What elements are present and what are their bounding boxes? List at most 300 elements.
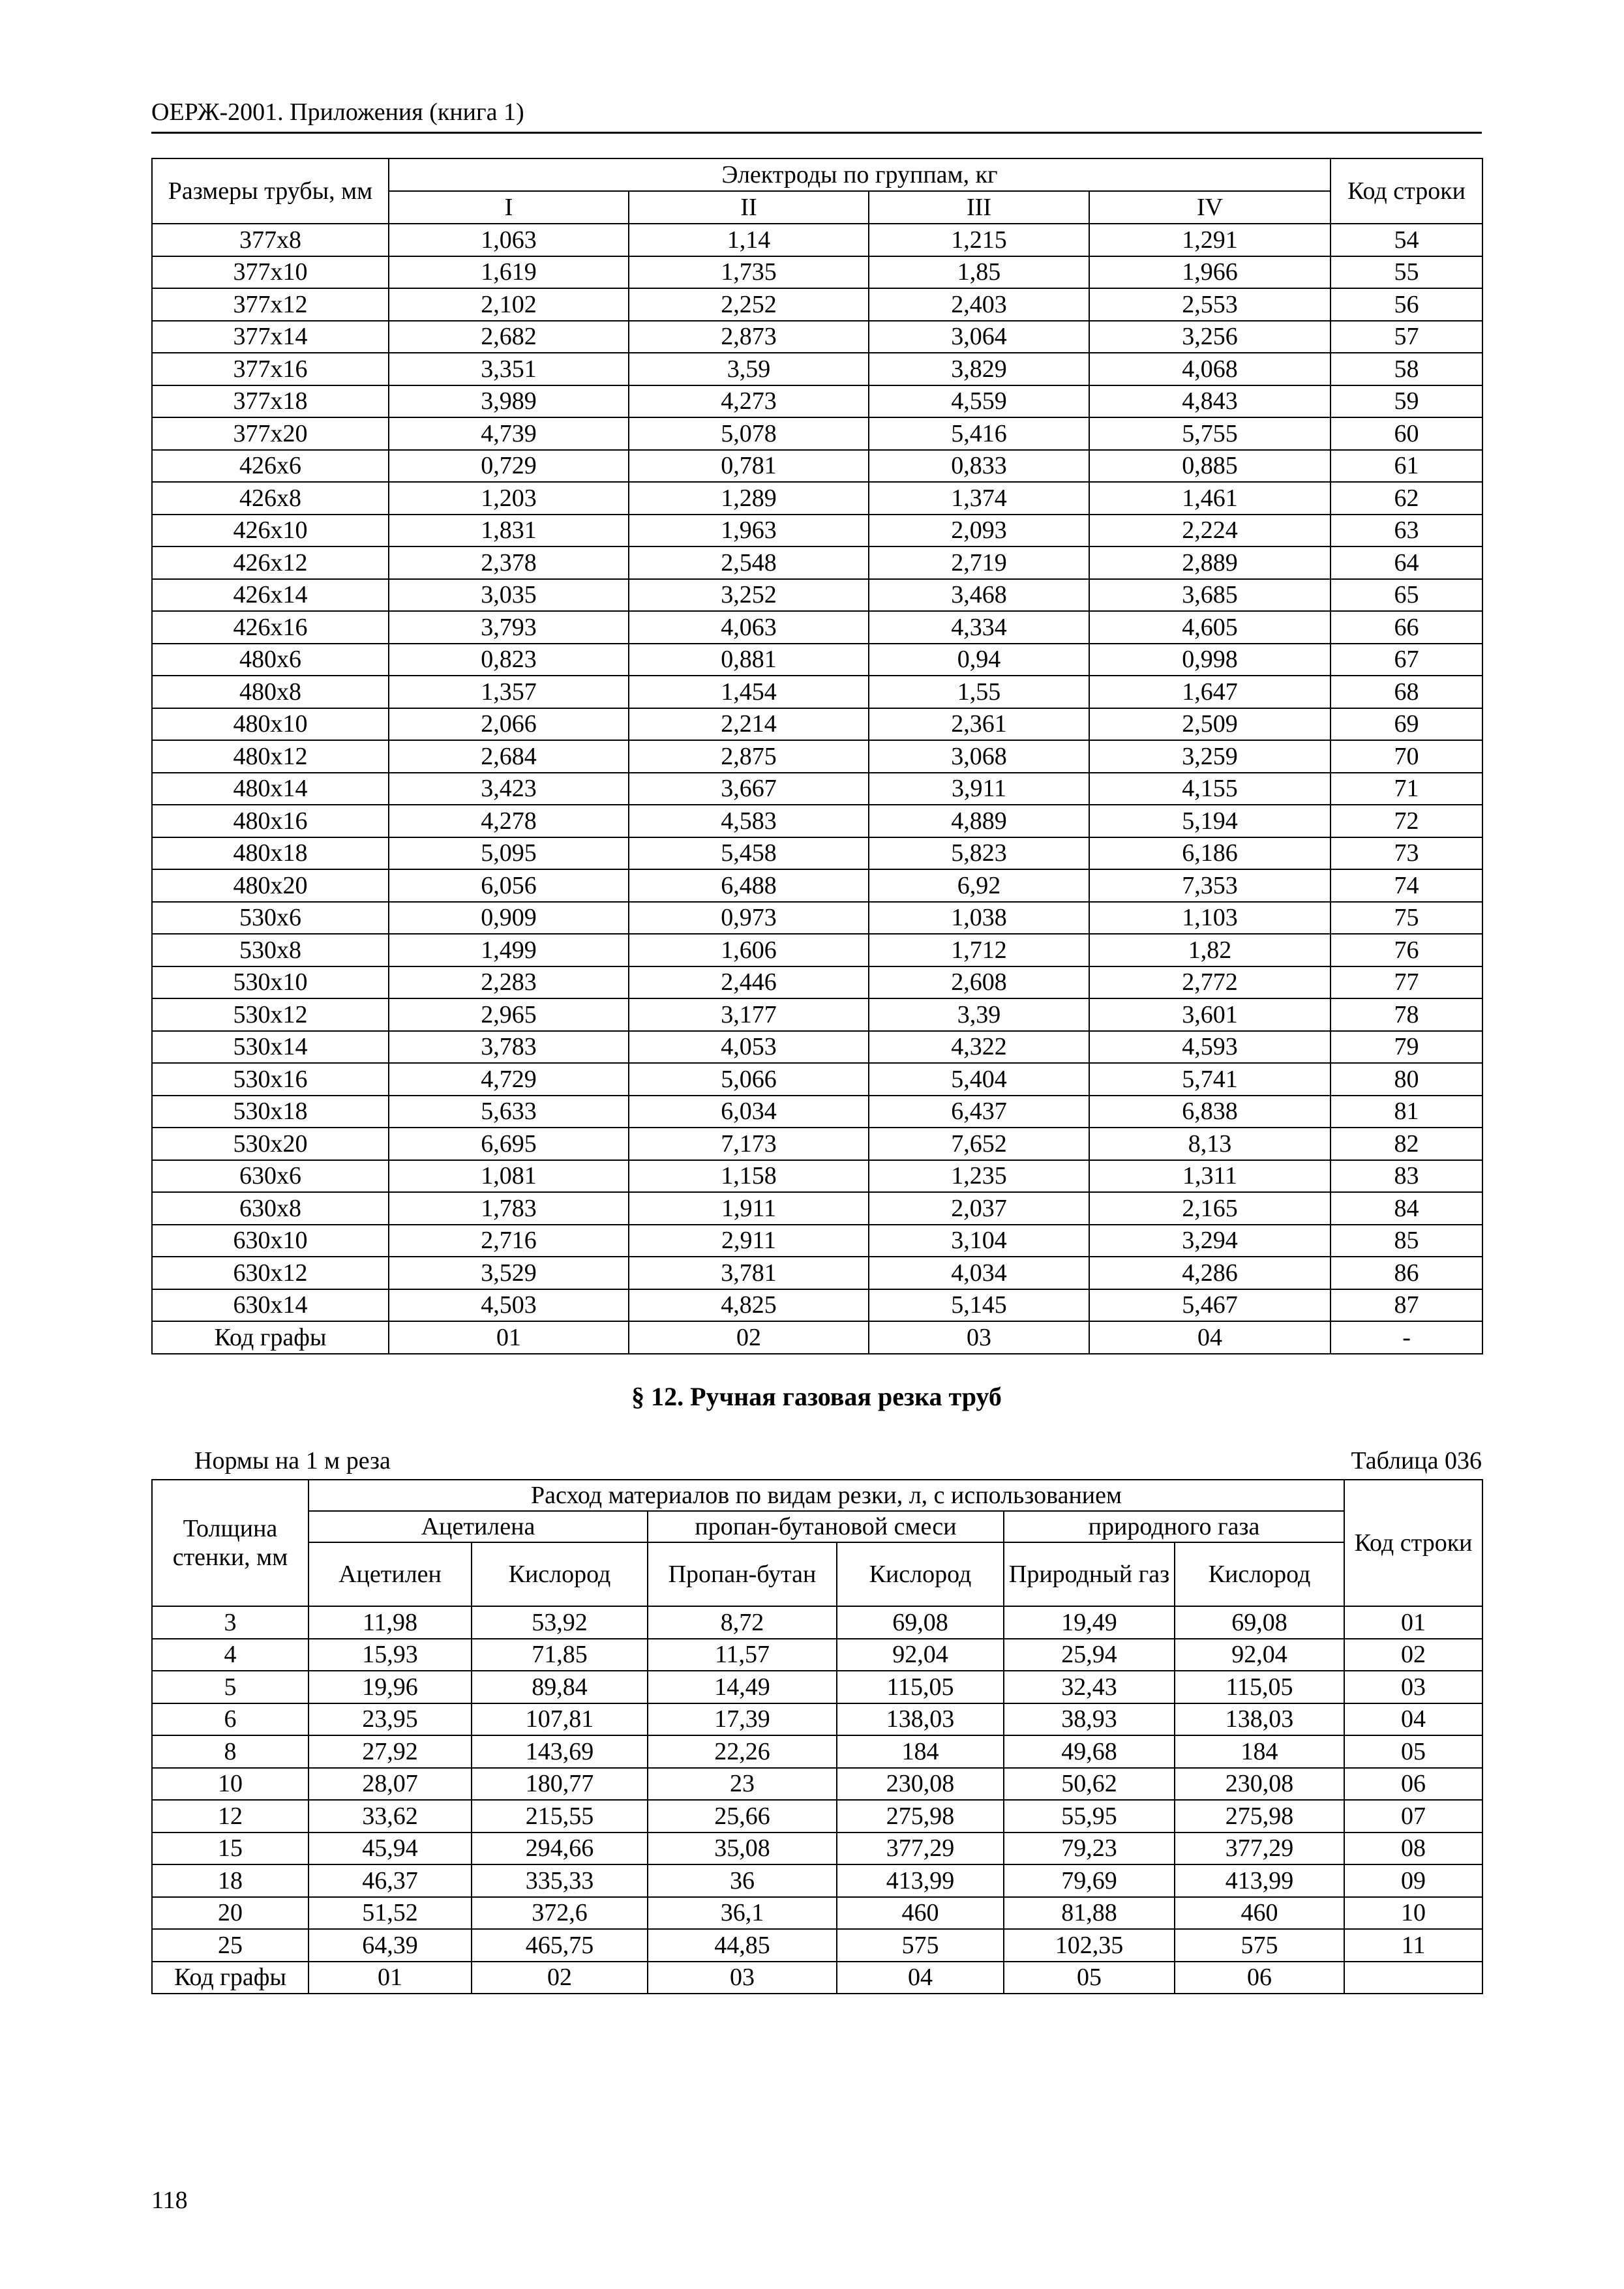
- table-row: [152, 1735, 1482, 1768]
- table-row: [152, 1225, 1482, 1257]
- table-cell: 335,33: [472, 1864, 648, 1897]
- table-cell: 20: [152, 1897, 308, 1930]
- table-cell: 08: [1344, 1833, 1482, 1865]
- table-cell: 530x10: [152, 966, 389, 999]
- table-cell: 530x6: [152, 902, 389, 935]
- table-cell: 23,95: [308, 1703, 472, 1736]
- table-cell: 5,741: [1089, 1063, 1331, 1096]
- table-cell: 107,81: [472, 1703, 648, 1736]
- table-cell: 426x14: [152, 579, 389, 612]
- table-row: [152, 256, 1482, 289]
- table-cell: 5,458: [629, 837, 869, 870]
- column-code-cell: 02: [629, 1321, 869, 1354]
- table-cell: 36: [648, 1864, 837, 1897]
- col-header-oxygen: Кислород: [837, 1542, 1004, 1606]
- table-cell: 15,93: [308, 1639, 472, 1671]
- table-cell: 57: [1331, 321, 1482, 353]
- table-cell: 2,608: [869, 966, 1089, 999]
- column-code-cell: 02: [472, 1962, 648, 1994]
- table-cell: 426x6: [152, 450, 389, 483]
- table-cell: 1,103: [1089, 902, 1331, 935]
- table-cell: 4,034: [869, 1257, 1089, 1289]
- table-cell: 11,57: [648, 1639, 837, 1671]
- table-cell: 87: [1331, 1289, 1482, 1322]
- table-row: [152, 224, 1482, 256]
- col-header-wall-thickness: Толщина стенки, мм: [152, 1480, 308, 1606]
- table-cell: 1,85: [869, 256, 1089, 289]
- table-cell: 62: [1331, 482, 1482, 515]
- table-cell: 480x10: [152, 708, 389, 741]
- table-cell: 79,69: [1004, 1864, 1175, 1897]
- table-row: [152, 966, 1482, 999]
- table-cell: 4,889: [869, 805, 1089, 837]
- col-header-row-code: Код строки: [1344, 1480, 1482, 1606]
- table-cell: 76: [1331, 934, 1482, 966]
- table-cell: 480x14: [152, 773, 389, 805]
- table-cell: 1,966: [1089, 256, 1331, 289]
- table-cell: 630x10: [152, 1225, 389, 1257]
- table-row: [152, 934, 1482, 966]
- table-cell: 5,404: [869, 1063, 1089, 1096]
- table-row: [152, 579, 1482, 612]
- table-cell: 69: [1331, 708, 1482, 741]
- table-cell: 25,94: [1004, 1639, 1175, 1671]
- table-cell: 46,37: [308, 1864, 472, 1897]
- table-cell: 67: [1331, 644, 1482, 676]
- table-cell: 1,461: [1089, 482, 1331, 515]
- table-cell: 7,652: [869, 1128, 1089, 1160]
- page-number: 118: [151, 2187, 188, 2214]
- table-cell: 17,39: [648, 1703, 837, 1736]
- table-cell: 530x14: [152, 1031, 389, 1064]
- table-cell: 4,729: [389, 1063, 629, 1096]
- table-cell: 60: [1331, 417, 1482, 450]
- table-row: [152, 482, 1482, 515]
- table-cell: 2,214: [629, 708, 869, 741]
- col-header-natural-gas: Природный газ: [1004, 1542, 1175, 1606]
- table-row: [152, 1192, 1482, 1225]
- table-cell: 575: [1175, 1929, 1344, 1962]
- col-header-group-2: II: [629, 191, 869, 224]
- table-cell: 51,52: [308, 1897, 472, 1930]
- column-code-cell: 01: [389, 1321, 629, 1354]
- table-row: [152, 611, 1482, 644]
- column-code-cell: 04: [1089, 1321, 1331, 1354]
- table-cell: 3,468: [869, 579, 1089, 612]
- table-cell: 09: [1344, 1864, 1482, 1897]
- table-row: [152, 1864, 1482, 1897]
- col-header-propane-butane: Пропан-бутан: [648, 1542, 837, 1606]
- table-cell: 2,716: [389, 1225, 629, 1257]
- table-cell: 38,93: [1004, 1703, 1175, 1736]
- table-cell: 8,72: [648, 1606, 837, 1639]
- table-cell: 1,158: [629, 1160, 869, 1193]
- table-cell: 64: [1331, 546, 1482, 579]
- table-cell: 4,278: [389, 805, 629, 837]
- table-row: [152, 644, 1482, 676]
- table-cell: 0,833: [869, 450, 1089, 483]
- table-cell: 70: [1331, 740, 1482, 773]
- table-cell: 1,215: [869, 224, 1089, 256]
- table-cell: 1,619: [389, 256, 629, 289]
- table-cell: 184: [837, 1735, 1004, 1768]
- table-cell: 0,973: [629, 902, 869, 935]
- table-row: [152, 515, 1482, 547]
- table-cell: 73: [1331, 837, 1482, 870]
- table-cell: 3,667: [629, 773, 869, 805]
- table-cell: 480x18: [152, 837, 389, 870]
- running-header: ОЕРЖ-2001. Приложения (книга 1): [151, 98, 1482, 134]
- table-cell: 1,783: [389, 1192, 629, 1225]
- table-cell: 2,719: [869, 546, 1089, 579]
- table-cell: 3,252: [629, 579, 869, 612]
- table-cell: 3,783: [389, 1031, 629, 1064]
- table-cell: 480x8: [152, 676, 389, 708]
- table-row: [152, 1639, 1482, 1671]
- table-cell: 1,063: [389, 224, 629, 256]
- table-cell: 0,729: [389, 450, 629, 483]
- table-cell: 35,08: [648, 1833, 837, 1865]
- table-cell: 63: [1331, 515, 1482, 547]
- table-cell: 3,39: [869, 998, 1089, 1031]
- table-cell: 3,59: [629, 353, 869, 385]
- norms-label: Нормы на 1 м реза: [194, 1447, 391, 1474]
- col-header-group-3: III: [869, 191, 1089, 224]
- table-cell: 2,875: [629, 740, 869, 773]
- table-cell: 14,49: [648, 1671, 837, 1703]
- table-cell: 2,446: [629, 966, 869, 999]
- table-cell: 22,26: [648, 1735, 837, 1768]
- table-cell: 11,98: [308, 1606, 472, 1639]
- table-cell: 5,467: [1089, 1289, 1331, 1322]
- table-cell: 460: [1175, 1897, 1344, 1930]
- table-cell: 27,92: [308, 1735, 472, 1768]
- table-cell: 0,881: [629, 644, 869, 676]
- table-cell: 3,064: [869, 321, 1089, 353]
- table-cell: 07: [1344, 1800, 1482, 1833]
- table-cell: 2,066: [389, 708, 629, 741]
- table-row: [152, 1031, 1482, 1064]
- table-cell: 3,177: [629, 998, 869, 1031]
- table-cell: 74: [1331, 869, 1482, 902]
- table-cell: 480x20: [152, 869, 389, 902]
- table-cell: 2,037: [869, 1192, 1089, 1225]
- table-cell: 2,889: [1089, 546, 1331, 579]
- table-cell: 480x16: [152, 805, 389, 837]
- table-cell: 06: [1344, 1768, 1482, 1801]
- table-cell: 44,85: [648, 1929, 837, 1962]
- table-cell: 377x16: [152, 353, 389, 385]
- table-cell: 180,77: [472, 1768, 648, 1801]
- table-cell: 3,256: [1089, 321, 1331, 353]
- column-code-row: [152, 1321, 1482, 1354]
- table-cell: 3,423: [389, 773, 629, 805]
- table-cell: 77: [1331, 966, 1482, 999]
- table-cell: 0,781: [629, 450, 869, 483]
- table-cell: 377x14: [152, 321, 389, 353]
- table-row: [152, 773, 1482, 805]
- table-row: [152, 1257, 1482, 1289]
- col-header-electrode-groups: Электроды по группам, кг: [389, 158, 1331, 191]
- table-cell: 10: [152, 1768, 308, 1801]
- table-cell: 1,038: [869, 902, 1089, 935]
- table-cell: 79,23: [1004, 1833, 1175, 1865]
- column-code-label: Код графы: [152, 1321, 389, 1354]
- col-header-pipe-size: Размеры трубы, мм: [152, 158, 389, 224]
- table-row: [152, 1671, 1482, 1703]
- column-code-cell: -: [1331, 1321, 1482, 1354]
- table-cell: 4,068: [1089, 353, 1331, 385]
- table-cell: 02: [1344, 1639, 1482, 1671]
- table-cell: 630x12: [152, 1257, 389, 1289]
- table-cell: 25: [152, 1929, 308, 1962]
- column-code-label: Код графы: [152, 1962, 308, 1994]
- table-cell: 2,403: [869, 288, 1089, 321]
- table-cell: 4,825: [629, 1289, 869, 1322]
- col-header-oxygen: Кислород: [1175, 1542, 1344, 1606]
- table-cell: 6,838: [1089, 1096, 1331, 1128]
- table-cell: 3,035: [389, 579, 629, 612]
- table-cell: 80: [1331, 1063, 1482, 1096]
- table-cell: 7,173: [629, 1128, 869, 1160]
- table-cell: 1,963: [629, 515, 869, 547]
- table-cell: 6: [152, 1703, 308, 1736]
- table-cell: 2,361: [869, 708, 1089, 741]
- table-row: [152, 837, 1482, 870]
- table-cell: 426x10: [152, 515, 389, 547]
- table-cell: 102,35: [1004, 1929, 1175, 1962]
- table-cell: 2,965: [389, 998, 629, 1031]
- table-cell: 530x8: [152, 934, 389, 966]
- table-cell: 530x12: [152, 998, 389, 1031]
- column-code-cell: 05: [1004, 1962, 1175, 1994]
- table-row: [152, 1703, 1482, 1736]
- table-cell: 115,05: [837, 1671, 1004, 1703]
- table-cell: 50,62: [1004, 1768, 1175, 1801]
- table-cell: 11: [1344, 1929, 1482, 1962]
- table-cell: 18: [152, 1864, 308, 1897]
- table-cell: 0,94: [869, 644, 1089, 676]
- col-header-acetylene: Ацетилен: [308, 1542, 472, 1606]
- table-cell: 4,053: [629, 1031, 869, 1064]
- table-cell: 3,529: [389, 1257, 629, 1289]
- table-cell: 377,29: [1175, 1833, 1344, 1865]
- column-code-cell: 04: [837, 1962, 1004, 1994]
- table-cell: 2,102: [389, 288, 629, 321]
- table-cell: 4,322: [869, 1031, 1089, 1064]
- table-cell: 2,509: [1089, 708, 1331, 741]
- table-cell: 1,311: [1089, 1160, 1331, 1193]
- table-cell: 83: [1331, 1160, 1482, 1193]
- table-cell: 19,49: [1004, 1606, 1175, 1639]
- table-cell: 71,85: [472, 1639, 648, 1671]
- column-code-cell: 03: [648, 1962, 837, 1994]
- table-row: [152, 1289, 1482, 1322]
- table-cell: 01: [1344, 1606, 1482, 1639]
- table-cell: 8,13: [1089, 1128, 1331, 1160]
- table-cell: 2,553: [1089, 288, 1331, 321]
- table-cell: 79: [1331, 1031, 1482, 1064]
- table-cell: 72: [1331, 805, 1482, 837]
- table-cell: 377x12: [152, 288, 389, 321]
- table-cell: 92,04: [837, 1639, 1004, 1671]
- table-cell: 377x20: [152, 417, 389, 450]
- table-row: [152, 1833, 1482, 1865]
- table-cell: 215,55: [472, 1800, 648, 1833]
- table-cell: 4,063: [629, 611, 869, 644]
- table-row: [152, 902, 1482, 935]
- table-cell: 1,203: [389, 482, 629, 515]
- table-row: [152, 321, 1482, 353]
- table-cell: 3,068: [869, 740, 1089, 773]
- table-cell: 1,82: [1089, 934, 1331, 966]
- table-cell: 86: [1331, 1257, 1482, 1289]
- table-number: Таблица 036: [1351, 1447, 1482, 1474]
- table-row: [152, 805, 1482, 837]
- table-cell: 377,29: [837, 1833, 1004, 1865]
- table-cell: 5,194: [1089, 805, 1331, 837]
- table-cell: 138,03: [837, 1703, 1004, 1736]
- col-header-oxygen: Кислород: [472, 1542, 648, 1606]
- table-cell: 92,04: [1175, 1639, 1344, 1671]
- table-cell: 3,911: [869, 773, 1089, 805]
- table-cell: 426x12: [152, 546, 389, 579]
- table-cell: 275,98: [837, 1800, 1004, 1833]
- table-cell: 49,68: [1004, 1735, 1175, 1768]
- table-row: [152, 417, 1482, 450]
- table-cell: 4,155: [1089, 773, 1331, 805]
- table-cell: 55,95: [1004, 1800, 1175, 1833]
- table-cell: 1,735: [629, 256, 869, 289]
- table-cell: 4,503: [389, 1289, 629, 1322]
- table-cell: 5,078: [629, 417, 869, 450]
- table-cell: 3,601: [1089, 998, 1331, 1031]
- table-cell: 377x18: [152, 385, 389, 418]
- table-cell: 2,093: [869, 515, 1089, 547]
- table-cell: 53,92: [472, 1606, 648, 1639]
- table-row: [152, 1128, 1482, 1160]
- table-cell: 82: [1331, 1128, 1482, 1160]
- table-cell: 1,291: [1089, 224, 1331, 256]
- table-cell: 84: [1331, 1192, 1482, 1225]
- table-cell: 2,548: [629, 546, 869, 579]
- table-cell: 2,873: [629, 321, 869, 353]
- table-cell: 1,911: [629, 1192, 869, 1225]
- table-cell: 3,259: [1089, 740, 1331, 773]
- table-cell: 2,772: [1089, 966, 1331, 999]
- table-cell: 1,081: [389, 1160, 629, 1193]
- table-row: [152, 450, 1482, 483]
- table-cell: 426x16: [152, 611, 389, 644]
- col-header-propane-group: пропан-бутановой смеси: [648, 1511, 1004, 1542]
- table-cell: 15: [152, 1833, 308, 1865]
- table-cell: 19,96: [308, 1671, 472, 1703]
- table-cell: 5,095: [389, 837, 629, 870]
- table-cell: 3,685: [1089, 579, 1331, 612]
- table-cell: 2,252: [629, 288, 869, 321]
- table-cell: 68: [1331, 676, 1482, 708]
- table-cell: 4,334: [869, 611, 1089, 644]
- table-cell: 377x10: [152, 256, 389, 289]
- table-cell: 4,583: [629, 805, 869, 837]
- table-cell: 81,88: [1004, 1897, 1175, 1930]
- table-cell: 6,92: [869, 869, 1089, 902]
- table-cell: 28,07: [308, 1768, 472, 1801]
- table-cell: 75: [1331, 902, 1482, 935]
- table-cell: 3,989: [389, 385, 629, 418]
- table-cell: 4: [152, 1639, 308, 1671]
- table-row: [152, 1063, 1482, 1096]
- table-cell: 25,66: [648, 1800, 837, 1833]
- col-header-group-1: I: [389, 191, 629, 224]
- table-cell: 59: [1331, 385, 1482, 418]
- table-row: [152, 740, 1482, 773]
- table-cell: 2,224: [1089, 515, 1331, 547]
- table-cell: 1,357: [389, 676, 629, 708]
- table-cell: 1,606: [629, 934, 869, 966]
- table-cell: 1,831: [389, 515, 629, 547]
- table-cell: 5,416: [869, 417, 1089, 450]
- table-cell: 275,98: [1175, 1800, 1344, 1833]
- table-cell: 377x8: [152, 224, 389, 256]
- table-cell: 1,55: [869, 676, 1089, 708]
- table-cell: 65: [1331, 579, 1482, 612]
- column-code-cell: 06: [1175, 1962, 1344, 1994]
- table-cell: 05: [1344, 1735, 1482, 1768]
- table-cell: 465,75: [472, 1929, 648, 1962]
- table-row: [152, 1897, 1482, 1930]
- table-cell: 1,374: [869, 482, 1089, 515]
- table-cell: 55: [1331, 256, 1482, 289]
- table-row: [152, 1929, 1482, 1962]
- table-cell: 58: [1331, 353, 1482, 385]
- table-cell: 04: [1344, 1703, 1482, 1736]
- table-cell: 426x8: [152, 482, 389, 515]
- table-cell: 630x14: [152, 1289, 389, 1322]
- table-cell: 8: [152, 1735, 308, 1768]
- table-cell: 10: [1344, 1897, 1482, 1930]
- table-cell: 1,647: [1089, 676, 1331, 708]
- table-cell: 4,739: [389, 417, 629, 450]
- table-cell: 5,755: [1089, 417, 1331, 450]
- table-cell: 0,823: [389, 644, 629, 676]
- table-cell: 5,633: [389, 1096, 629, 1128]
- table-cell: 460: [837, 1897, 1004, 1930]
- table-cell: 4,286: [1089, 1257, 1331, 1289]
- table-cell: 4,843: [1089, 385, 1331, 418]
- column-code-cell: [1344, 1962, 1482, 1994]
- table-cell: 4,559: [869, 385, 1089, 418]
- table-row: [152, 1800, 1482, 1833]
- table-cell: 530x20: [152, 1128, 389, 1160]
- table-cell: 6,186: [1089, 837, 1331, 870]
- table-cell: 3,781: [629, 1257, 869, 1289]
- column-code-row: [152, 1962, 1482, 1994]
- table-row: [152, 998, 1482, 1031]
- table-cell: 3: [152, 1606, 308, 1639]
- table-row: [152, 353, 1482, 385]
- table-cell: 413,99: [1175, 1864, 1344, 1897]
- table-cell: 71: [1331, 773, 1482, 805]
- table-cell: 66: [1331, 611, 1482, 644]
- table-cell: 143,69: [472, 1735, 648, 1768]
- table-cell: 3,829: [869, 353, 1089, 385]
- table-cell: 1,712: [869, 934, 1089, 966]
- table-cell: 6,437: [869, 1096, 1089, 1128]
- table-cell: 3,351: [389, 353, 629, 385]
- table-cell: 12: [152, 1800, 308, 1833]
- table-cell: 03: [1344, 1671, 1482, 1703]
